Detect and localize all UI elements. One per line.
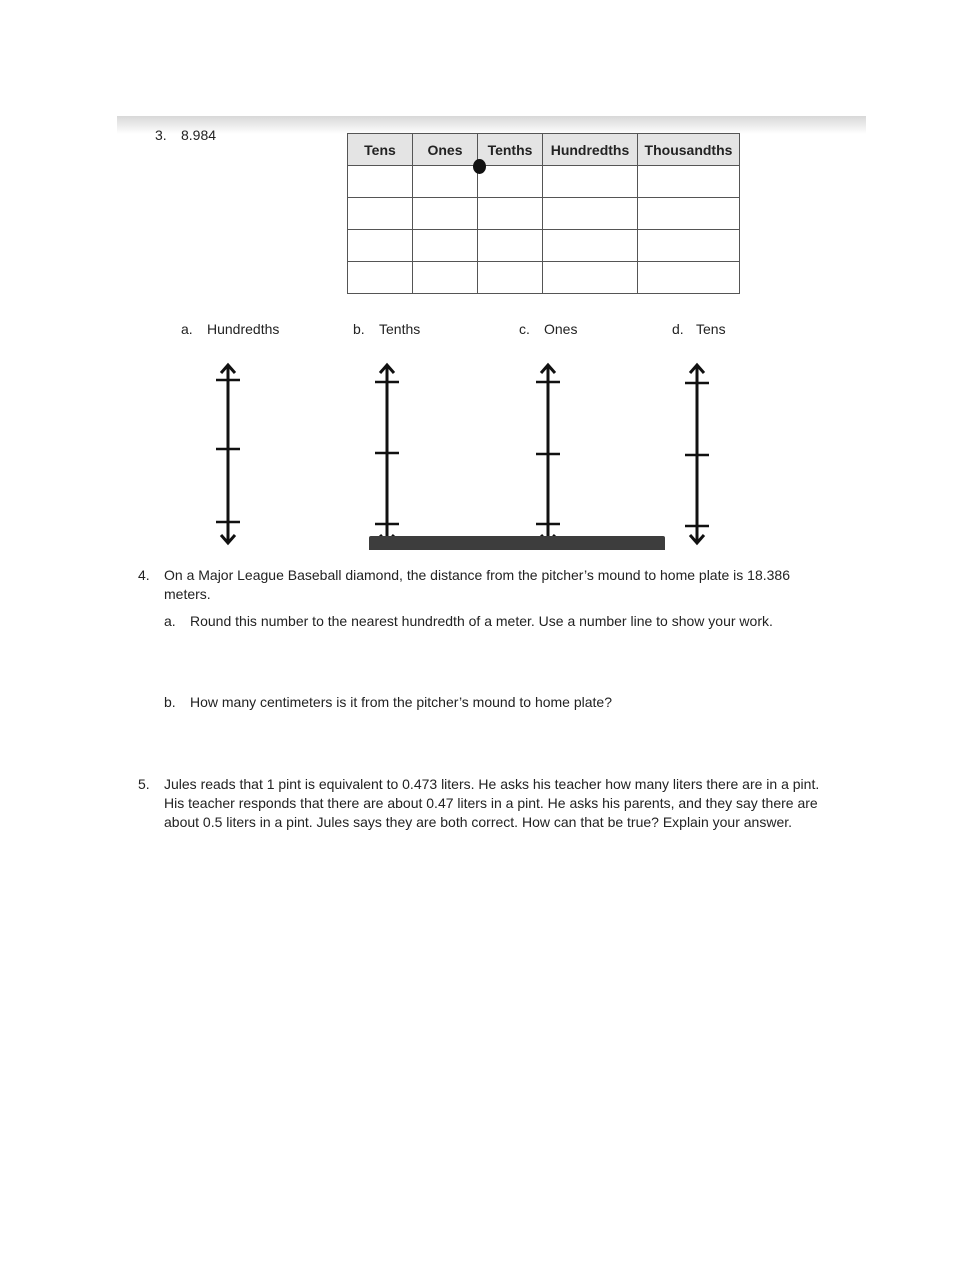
header-tens: Tens bbox=[348, 134, 413, 166]
chart-cell[interactable] bbox=[543, 198, 638, 230]
problem-4b-text: How many centimeters is it from the pitcher’s mound to home plate? bbox=[190, 694, 613, 710]
chart-cell[interactable] bbox=[413, 198, 478, 230]
chart-cell[interactable] bbox=[638, 166, 740, 198]
chart-cell[interactable] bbox=[638, 262, 740, 294]
header-tenths: Tenths bbox=[478, 134, 543, 166]
chart-cell[interactable] bbox=[478, 198, 543, 230]
part-b-letter: b. bbox=[353, 321, 365, 337]
part-a-letter: a. bbox=[181, 321, 193, 337]
chart-cell[interactable] bbox=[348, 166, 413, 198]
problem-3-value: 8.984 bbox=[181, 127, 217, 143]
header-hundredths: Hundredths bbox=[543, 134, 638, 166]
chart-cell[interactable] bbox=[413, 166, 478, 198]
chart-cell[interactable] bbox=[478, 262, 543, 294]
part-c-letter: c. bbox=[519, 321, 530, 337]
chart-cell[interactable] bbox=[638, 198, 740, 230]
chart-cell[interactable] bbox=[348, 230, 413, 262]
problem-4a-text: Round this number to the nearest hundredth of a meter. Use a number line to show your work. bbox=[190, 613, 773, 629]
number-line-b[interactable] bbox=[372, 360, 402, 550]
problem-4a-letter: a. bbox=[164, 613, 176, 629]
problem-5-line3: about 0.5 liters in a pint. Jules says they are both correct. How can that be true? Explain your answer. bbox=[164, 814, 793, 830]
chart-cell[interactable] bbox=[543, 166, 638, 198]
problem-3-number: 3. bbox=[155, 127, 167, 143]
problem-4-line2: meters. bbox=[164, 586, 211, 602]
page-top-shade bbox=[117, 116, 866, 134]
problem-4-line1: On a Major League Baseball diamond, the distance from the pitcher’s mound to home plate is 18.386 bbox=[164, 567, 790, 583]
place-value-chart bbox=[347, 133, 740, 294]
chart-cell[interactable] bbox=[638, 230, 740, 262]
problem-5-number: 5. bbox=[138, 776, 150, 792]
table-row bbox=[348, 198, 740, 230]
dark-overlay-bar bbox=[369, 536, 665, 550]
chart-cell[interactable] bbox=[478, 166, 543, 198]
problem-5-line1: Jules reads that 1 pint is equivalent to 0.473 liters. He asks his teacher how many liters there are in a pint. bbox=[164, 776, 820, 792]
header-ones: Ones bbox=[413, 134, 478, 166]
part-c-label: Ones bbox=[544, 321, 578, 337]
table-row bbox=[348, 230, 740, 262]
chart-cell[interactable] bbox=[543, 262, 638, 294]
chart-cell[interactable] bbox=[478, 230, 543, 262]
chart-cell[interactable] bbox=[413, 262, 478, 294]
part-b-label: Tenths bbox=[379, 321, 421, 337]
chart-cell[interactable] bbox=[543, 230, 638, 262]
table-row bbox=[348, 166, 740, 198]
problem-4b-letter: b. bbox=[164, 694, 176, 710]
part-d-letter: d. bbox=[672, 321, 684, 337]
chart-cell[interactable] bbox=[413, 230, 478, 262]
chart-cell[interactable] bbox=[348, 262, 413, 294]
number-line-a[interactable] bbox=[213, 360, 243, 550]
number-line-c[interactable] bbox=[533, 360, 563, 550]
part-a-label: Hundredths bbox=[207, 321, 280, 337]
chart-cell[interactable] bbox=[348, 198, 413, 230]
problem-4-number: 4. bbox=[138, 567, 150, 583]
table-row bbox=[348, 262, 740, 294]
problem-5-line2: His teacher responds that there are about 0.47 liters in a pint. He asks his parents, and they say there are bbox=[164, 795, 818, 811]
number-line-d[interactable] bbox=[682, 360, 712, 550]
part-d-label: Tens bbox=[696, 321, 726, 337]
header-thousandths: Thousandths bbox=[638, 134, 740, 166]
decimal-point-dot bbox=[473, 159, 486, 174]
